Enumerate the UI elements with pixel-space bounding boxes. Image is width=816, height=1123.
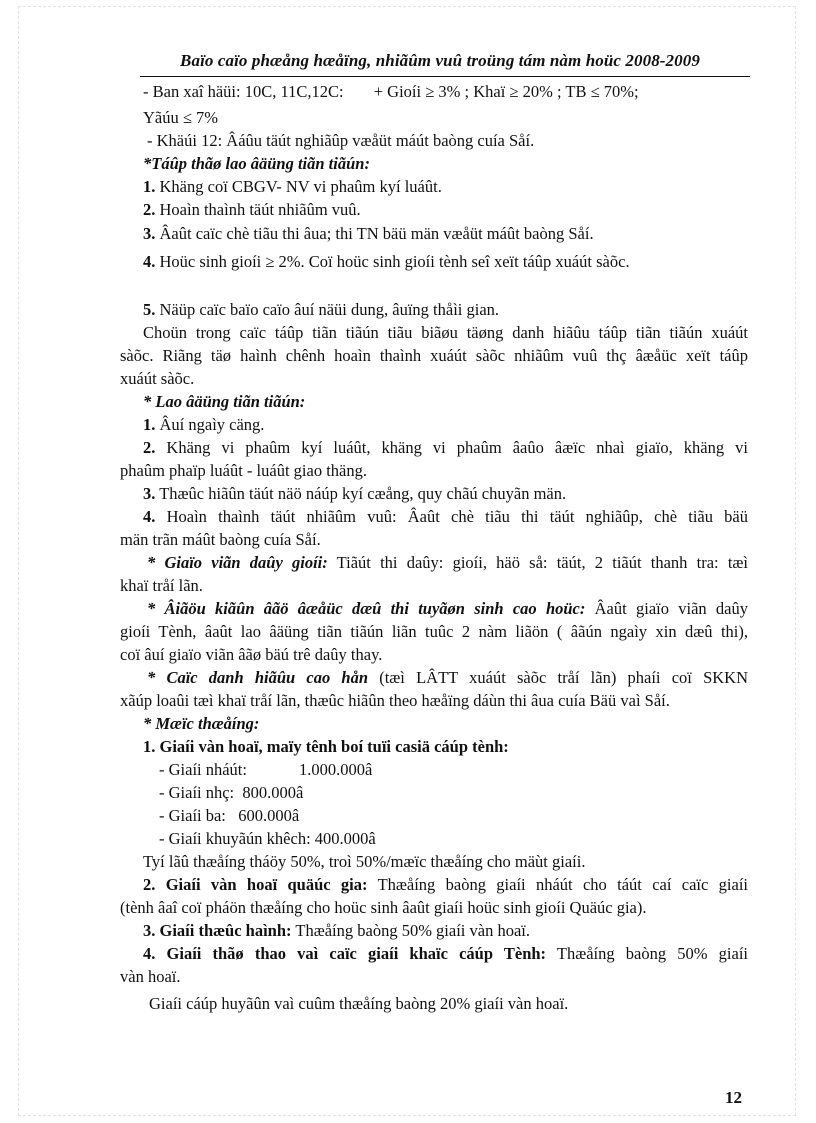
tap-the-paragraph-line-1: Choün trong caïc táûp tiãn tiãún tiãu biãøu täøng danh hiãûu táûp tiãn tiãún xuáút: [143, 323, 748, 342]
dieu-kien-line-2: gioíi Tènh, âaût lao âäüng tiãn tiãún liãn tuûc 2 nàm liãön ( âãún ngaìy xin dæû thi),: [120, 622, 748, 641]
line-khoi-12: - Khäúi 12: Âáûu täút nghiãûp væåüt máút baòng cuía Såí.: [147, 131, 535, 150]
ty-le-thuong: Tyí lãû thæåíng tháöy 50%, troì 50%/mæïc thæåíng cho mäùt giaíi.: [143, 852, 586, 871]
lao-dong-item-2: 2. Khäng vi phaûm kyí luáût, khäng vi phaûm âaûo âæïc nhaì giaïo, khäng vi: [143, 438, 748, 457]
section-muc-thuong-heading: * Mæïc thæåíng:: [143, 714, 260, 733]
prize-row: - Giaíi nhç: 800.000â: [159, 783, 304, 802]
prize-row: - Giaíi nháút: 1.000.000â: [159, 760, 373, 779]
lao-dong-item-2-cont: phaûm phaïp luáût - luáût giao thäng.: [120, 461, 367, 480]
ban-xa-hoi-targets: + Gioíi ≥ 3% ; Khaï ≥ 20% ; TB ≤ 70%;: [373, 82, 639, 101]
tap-the-item-2: 2. Hoaìn thaình täút nhiãûm vuû.: [143, 200, 361, 219]
tap-the-paragraph-line-2: sàõc. Riãng täø haình chênh hoaìn thaình xuáút sàõc nhiãûm vuû thç âæåüc xeït táûp: [120, 346, 748, 365]
ban-xa-hoi-label: - Ban xaî häüi: 10C, 11C,12C:: [143, 82, 344, 101]
dieu-kien-paragraph: * Âiãöu kiãûn âãö âæåüc dæû thi tuyãøn sinh cao hoüc: Âaût giaïo viãn daûy: [147, 599, 749, 618]
prize-row: - Giaíi khuyãún khêch: 400.000â: [159, 829, 376, 848]
header-rule: [140, 76, 750, 77]
document-body: [120, 80, 749, 1015]
lao-dong-item-4: 4. Hoaìn thaình täút nhiãûm vuû: Âaût chè tiãu thi täút nghiãûp, chè tiãu bäü: [143, 507, 749, 526]
tap-the-item-5: 5. Näüp caïc baïo caïo âuí näüi dung, âuïng thåìi gian.: [143, 300, 500, 319]
tap-the-item-3: 3. Âaût caïc chè tiãu thi âua; thi TN bäü män væåüt máût baòng Såí.: [143, 224, 594, 243]
section-tap-the-heading: *Táûp thãø lao âäüng tiãn tiãún:: [143, 154, 370, 173]
muc-thuong-2-cont: (tènh âaî coï pháön thæåíng cho hoüc sinh âaût giaíi hoüc sinh gioíi Quäúc gia).: [120, 898, 647, 917]
giai-cap-huyen: Giaíi cáúp huyãûn vaì cuûm thæåíng baòng 20% giaíi vàn hoaï.: [149, 994, 569, 1013]
line-ban-xa-hoi: [143, 80, 748, 103]
muc-thuong-1-heading: 1. Giaíi vàn hoaï, maïy tênh boí tuïi casiä cáúp tènh:: [143, 737, 509, 756]
prize-row: - Giaíi ba: 600.000â: [159, 806, 300, 825]
lao-dong-item-1: 1. Âuí ngaìy cäng.: [143, 415, 265, 434]
tap-the-item-4: 4. Hoüc sinh gioíi ≥ 2%. Coï hoüc sinh gioíi tènh seî xeït táûp xuáút sàõc.: [143, 252, 630, 271]
tap-the-item-1: 1. Khäng coï CBGV- NV vi phaûm kyí luáût.: [143, 177, 442, 196]
tap-the-paragraph-line-3: xuáút sàõc.: [120, 369, 195, 388]
dieu-kien-line-3: coï âuí giaïo viãn âãø bäú trê daûy thay.: [120, 645, 383, 664]
danh-hieu-paragraph: * Caïc danh hiãûu cao hån (tæì LÂTT xuáút sàõc tråí lãn) phaíi coï SKKN: [147, 668, 748, 687]
muc-thuong-3: 3. Giaíi thæûc haình: Thæåíng baòng 50% giaíi vàn hoaï.: [143, 921, 530, 940]
muc-thuong-4-cont: vàn hoaï.: [120, 967, 181, 986]
lao-dong-item-3: 3. Thæûc hiãûn täút näö náúp kyí cæång, quy chãú chuyãn män.: [143, 484, 567, 503]
muc-thuong-4: 4. Giaíi thãø thao vaì caïc giaíi khaïc cáúp Tènh: Thæåíng baòng 50% giaíi: [143, 944, 748, 963]
lao-dong-item-4-cont: män trãn máût baòng cuía Såí.: [120, 530, 321, 549]
gv-gioi-paragraph: * Giaïo viãn daûy gioíi: Tiãút thi daûy: gioíi, häö så: täút, 2 tiãút thanh tra: tæì: [147, 553, 748, 572]
muc-thuong-2: 2. Giaíi vàn hoaï quäúc gia: Thæåíng baòng giaíi nháút cho táút caí caïc giaíi: [143, 875, 748, 894]
danh-hieu-line-2: xãúp loaûi tæì khaï tråí lãn, thæûc hiãûn theo hæåïng dáùn thi âua cuía Bäü vaì Såí.: [120, 691, 670, 710]
spacer: [143, 273, 748, 298]
page-header-title: Baïo caïo phæång hæåïng, nhiãûm vuû troüng tám nàm hoüc 2008-2009: [180, 51, 700, 70]
line-yeu: Yãúu ≤ 7%: [143, 108, 219, 127]
gv-gioi-cont: khaï tråí lãn.: [120, 576, 203, 595]
section-lao-dong-heading: * Lao âäüng tiãn tiãún:: [143, 392, 306, 411]
page-number: 12: [725, 1088, 742, 1107]
